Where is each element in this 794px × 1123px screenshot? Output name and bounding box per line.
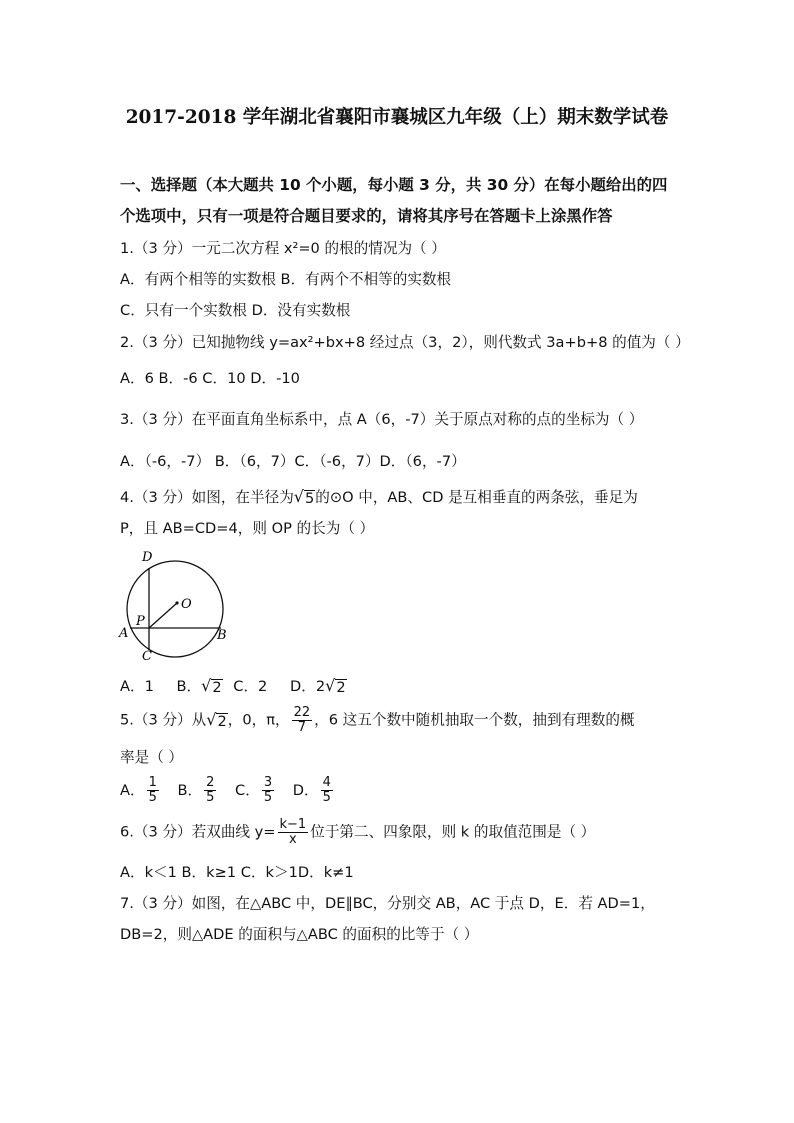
q5-stem-line2: 率是（ ） bbox=[120, 749, 184, 766]
sqrt-radicand: 2 bbox=[212, 679, 222, 696]
q4-option-d-label: D．2 bbox=[289, 678, 326, 695]
q1-options-cd: C．只有一个实数根 D．没有实数根 bbox=[120, 302, 351, 319]
q2-stem: 2.（3 分）已知抛物线 y=ax²+bx+8 经过点（3，2），则代数式 3a+b+8 的值为（ ） bbox=[120, 334, 690, 351]
sqrt-radicand: 2 bbox=[336, 679, 346, 696]
q5-stem-mid: ，0，π， bbox=[227, 711, 290, 729]
q4-stem-line1 bbox=[120, 486, 638, 507]
q5-option-b: B． $\frac{2}{5}$ bbox=[177, 775, 215, 805]
q5-option-d: D． $\frac{4}{5}$ bbox=[292, 775, 331, 805]
q5-option-a: A． $\frac{1}{5}$ bbox=[120, 775, 157, 805]
q1-stem: 1.（3 分）一元二次方程 x²=0 的根的情况为（ ） bbox=[120, 240, 446, 257]
label-b: B bbox=[217, 628, 227, 643]
q7-stem-line1: 7.（3 分）如图，在△ABC 中，DE∥BC，分别交 AB，AC 于点 D，E．若 AD=1， bbox=[120, 895, 655, 912]
q5-options bbox=[120, 776, 335, 805]
center-point bbox=[175, 601, 178, 604]
q4-option-c: C．2 bbox=[233, 678, 268, 695]
label-d: D bbox=[142, 550, 153, 565]
circle-figure bbox=[118, 548, 230, 662]
segment-op bbox=[149, 603, 177, 628]
fraction-numerator: k−1 bbox=[279, 817, 307, 832]
fraction bbox=[278, 818, 309, 847]
sqrt-expression: √ 2 bbox=[325, 676, 346, 696]
q7-stem-line2: DB=2，则△ADE 的面积与△ABC 的面积的比等于（ ） bbox=[120, 926, 479, 943]
sqrt-expression: √ 2 bbox=[201, 676, 222, 696]
label-p: P bbox=[136, 614, 145, 629]
q4-option-b-label: B． bbox=[176, 678, 202, 695]
fraction-denominator: 7 bbox=[297, 720, 306, 735]
sqrt-expression: √ 5 bbox=[293, 487, 315, 507]
q3-options: A．（-6，-7） B．（6，7）C．（-6，7）D．（6，-7） bbox=[120, 453, 466, 470]
page-title: 2017-2018 学年湖北省襄阳市襄城区九年级（上）期末数学试卷 bbox=[125, 107, 669, 128]
sqrt-expression: √ 2 bbox=[206, 709, 227, 730]
circle-o bbox=[127, 561, 223, 657]
q5-stem-pre: 5.（3 分）从 bbox=[120, 711, 207, 729]
sqrt-radicand: 5 bbox=[305, 490, 315, 507]
q5-stem-post: ，6 这五个数中随机抽取一个数，抽到有理数的概 bbox=[314, 711, 635, 729]
q6-stem bbox=[120, 818, 595, 847]
section-heading-line1: 一、选择题（本大题共 10 个小题，每小题 3 分，共 30 分）在每小题给出的四 bbox=[120, 176, 668, 194]
q1-options-ab: A．有两个相等的实数根 B．有两个不相等的实数根 bbox=[120, 271, 452, 288]
fraction bbox=[292, 706, 313, 735]
q6-options: A．k＜1 B．k≥1 C．k＞1D．k≠1 bbox=[120, 864, 354, 881]
q5-option-c: C． $\frac{3}{5}$ bbox=[235, 775, 273, 805]
q4-stem-post: 的⊙O 中，AB、CD 是互相垂直的两条弦，垂足为 bbox=[315, 489, 638, 506]
q4-option-a: A．1 bbox=[120, 678, 154, 695]
fraction-denominator: x bbox=[289, 832, 297, 847]
label-o: O bbox=[181, 597, 192, 612]
q5-stem-line1 bbox=[120, 706, 635, 735]
q6-stem-pre: 6.（3 分）若双曲线 y= bbox=[120, 823, 276, 841]
q2-options: A．6 B．-6 C．10 D．-10 bbox=[120, 370, 300, 387]
label-a: A bbox=[119, 626, 129, 641]
q4-options bbox=[120, 675, 347, 696]
section-heading-line2: 个选项中，只有一项是符合题目要求的，请将其序号在答题卡上涂黑作答 bbox=[120, 207, 613, 225]
sqrt-radicand: 2 bbox=[217, 712, 227, 730]
q3-stem: 3.（3 分）在平面直角坐标系中，点 A（6，-7）关于原点对称的点的坐标为（ ） bbox=[120, 411, 644, 428]
q4-stem-pre: 4.（3 分）如图，在半径为 bbox=[120, 489, 294, 506]
fraction-numerator: 22 bbox=[293, 705, 311, 720]
q6-stem-post: 位于第二、四象限，则 k 的取值范围是（ ） bbox=[310, 823, 596, 841]
q4-stem-line2: P，且 AB=CD=4，则 OP 的长为（ ） bbox=[120, 520, 375, 537]
label-c: C bbox=[142, 649, 152, 662]
